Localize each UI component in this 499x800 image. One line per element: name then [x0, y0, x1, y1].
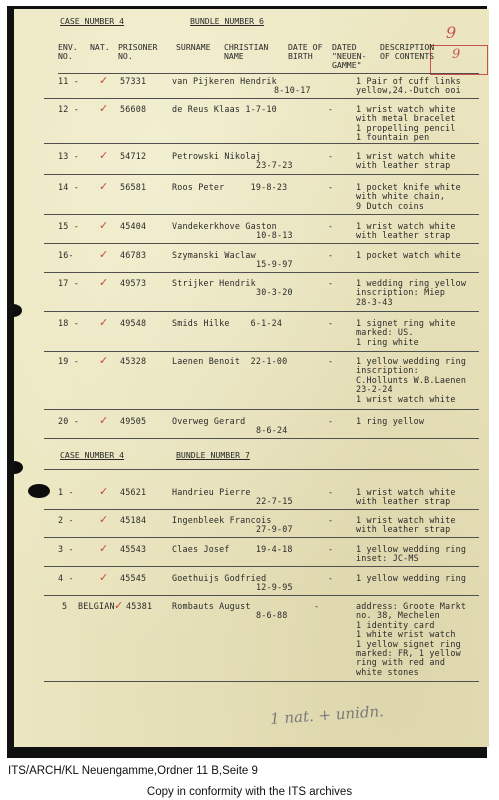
cell-name: de Reus Klaas 1-7-10: [172, 104, 277, 114]
handwritten-note: 1 nat. + unidn.: [269, 702, 385, 728]
row-rule: [44, 595, 479, 596]
cell-dob: 8-6-24: [256, 425, 288, 435]
row-rule: [44, 214, 479, 215]
check-mark-icon: ✓: [99, 542, 109, 555]
cell-env: 1 -: [58, 487, 74, 497]
cell-dated: -: [328, 573, 334, 583]
cell-no: 45404: [120, 221, 147, 231]
cell-desc: 1 ring yellow: [356, 416, 425, 426]
check-mark-icon: ✓: [114, 599, 124, 612]
cell-name: Szymanski Waclaw: [172, 250, 256, 260]
cell-desc: 1 wedding ring yellow inscription: Miep 28-3-43: [356, 278, 467, 307]
page-number: 9: [446, 23, 457, 42]
cell-no: 46783: [120, 250, 147, 260]
cell-desc: 1 signet ring white marked: US. 1 ring white: [356, 318, 456, 347]
page-number-boxed: 9: [452, 47, 461, 62]
cell-desc: 1 Pair of cuff links yellow,24.-Dutch ooi: [356, 76, 461, 96]
check-mark-icon: ✓: [99, 149, 109, 162]
cell-name: Handrieu Pierre: [172, 487, 251, 497]
cell-no: 49548: [120, 318, 147, 328]
col-prisoner: PRISONER NO.: [118, 42, 158, 61]
row-rule: [44, 409, 479, 410]
cell-env: 5: [62, 601, 68, 611]
cell-desc: 1 pocket watch white: [356, 250, 461, 260]
check-mark-icon: ✓: [99, 102, 109, 115]
cell-name: Petrowski Nikolaj: [172, 151, 262, 161]
cell-dated: -: [328, 515, 334, 525]
cell-no: 45621: [120, 487, 147, 497]
check-mark-icon: ✓: [99, 276, 109, 289]
row-rule: [44, 272, 479, 273]
cell-dob: 30-3-20: [256, 287, 293, 297]
row-rule: [44, 98, 479, 99]
cell-env: 15 -: [58, 221, 79, 231]
cell-dob: 8-6-88: [256, 610, 288, 620]
col-dob: DATE OF BIRTH: [288, 42, 323, 61]
cell-name: Laenen Benoit 22-1-00: [172, 356, 288, 366]
case-number-heading: CASE NUMBER 4: [60, 450, 125, 460]
cell-dated: -: [314, 601, 320, 611]
cell-name: van Pijkeren Hendrik: [172, 76, 277, 86]
cell-no: 56581: [120, 182, 147, 192]
cell-dob: 8-10-17: [274, 85, 311, 95]
row-rule: [44, 537, 479, 538]
col-dated: DATED "NEUEN- GAMME": [332, 42, 367, 70]
cell-desc: 1 pocket knife white with white chain, 9 Dutch coins: [356, 182, 461, 211]
cell-env: 11 -: [58, 76, 79, 86]
cell-dated: -: [328, 182, 334, 192]
check-mark-icon: ✓: [99, 248, 109, 261]
cell-env: 13 -: [58, 151, 79, 161]
cell-env: 20 -: [58, 416, 79, 426]
cell-dob: 12-9-95: [256, 582, 293, 592]
row-rule: [44, 469, 479, 470]
header-rule: [58, 73, 479, 74]
check-mark-icon: ✓: [99, 219, 109, 232]
cell-name: Strijker Hendrik: [172, 278, 256, 288]
check-mark-icon: ✓: [99, 354, 109, 367]
cell-name: Ingenbleek Francois: [172, 515, 272, 525]
cell-desc: 1 wrist watch white with leather strap: [356, 151, 456, 171]
cell-desc: address: Groote Markt no. 38, Mechelen 1 identity card 1 white wrist watch 1 yellow signet ring marked: FR, 1 yellow ring with red and white stones: [356, 601, 467, 677]
cell-env: 18 -: [58, 318, 79, 328]
cell-name: Overweg Gerard: [172, 416, 246, 426]
row-rule: [44, 509, 479, 510]
cell-no: 45184: [120, 515, 147, 525]
col-surname: SURNAME: [176, 42, 211, 52]
cell-no: 49573: [120, 278, 147, 288]
cell-env: 4 -: [58, 573, 74, 583]
check-mark-icon: ✓: [99, 485, 109, 498]
check-mark-icon: ✓: [99, 513, 109, 526]
bundle-number-heading: BUNDLE NUMBER 7: [176, 450, 250, 460]
cell-name: Rombauts August: [172, 601, 251, 611]
cell-env: 12 -: [58, 104, 79, 114]
cell-dated: -: [328, 250, 334, 260]
col-description: DESCRIPTION OF CONTENTS: [380, 42, 435, 61]
cell-env: 16-: [58, 250, 74, 260]
row-rule: [44, 243, 479, 244]
cell-no: 45328: [120, 356, 147, 366]
check-mark-icon: ✓: [99, 316, 109, 329]
cell-dated: -: [328, 487, 334, 497]
check-mark-icon: ✓: [99, 571, 109, 584]
punch-hole: [14, 461, 23, 474]
cell-dated: -: [328, 544, 334, 554]
row-rule: [44, 143, 479, 144]
cell-dob: 15-9-97: [256, 259, 293, 269]
cell-no: 56608: [120, 104, 147, 114]
row-rule: [44, 681, 479, 682]
cell-nat: BELGIAN: [78, 601, 115, 611]
cell-name: Vandekerkhove Gaston: [172, 221, 277, 231]
cell-name: Smids Hilke 6-1-24: [172, 318, 283, 328]
cell-no: 45381: [126, 601, 153, 611]
cell-no: 49505: [120, 416, 147, 426]
cell-dob: 22-7-15: [256, 496, 293, 506]
row-rule: [44, 351, 479, 352]
cell-env: 2 -: [58, 515, 74, 525]
cell-dob: 23-7-23: [256, 160, 293, 170]
cell-env: 14 -: [58, 182, 79, 192]
row-rule: [44, 174, 479, 175]
cell-name: Roos Peter 19-8-23: [172, 182, 288, 192]
page-number-box: [430, 45, 488, 75]
cell-desc: 1 wrist watch white with leather strap: [356, 221, 456, 241]
cell-dated: -: [328, 356, 334, 366]
cell-dob: 10-8-13: [256, 230, 293, 240]
cell-no: 54712: [120, 151, 147, 161]
cell-name: Goethuijs Godfried: [172, 573, 267, 583]
archive-reference: ITS/ARCH/KL Neuengamme,Ordner 11 B,Seite 9: [8, 765, 258, 777]
cell-no: 45545: [120, 573, 147, 583]
cell-desc: 1 wrist watch white with leather strap: [356, 515, 456, 535]
bundle-number-heading: BUNDLE NUMBER 6: [190, 16, 264, 26]
cell-name: Claes Josef 19-4-18: [172, 544, 293, 554]
cell-desc: 1 yellow wedding ring inset: JC-MS: [356, 544, 467, 564]
document-page: [14, 9, 489, 747]
col-christian: CHRISTIAN NAME: [224, 42, 269, 61]
row-rule: [44, 438, 479, 439]
check-mark-icon: ✓: [99, 74, 109, 87]
cell-env: 3 -: [58, 544, 74, 554]
cell-desc: 1 wrist watch white with metal bracelet 1 propelling pencil 1 fountain pen: [356, 104, 456, 143]
cell-env: 19 -: [58, 356, 79, 366]
punch-hole: [28, 484, 50, 498]
cell-dated: -: [328, 416, 334, 426]
col-nat: NAT.: [90, 42, 110, 52]
row-rule: [44, 566, 479, 567]
cell-dob: 27-9-07: [256, 524, 293, 534]
cell-dated: -: [328, 151, 334, 161]
cell-dated: -: [328, 318, 334, 328]
cell-dated: -: [328, 221, 334, 231]
cell-no: 45543: [120, 544, 147, 554]
copy-note: Copy in conformity with the ITS archives: [146, 786, 353, 798]
check-mark-icon: ✓: [99, 180, 109, 193]
cell-desc: 1 yellow wedding ring inscription: C.Hollunts W.B.Laenen 23-2-24 1 wrist watch white: [356, 356, 467, 404]
cell-desc: 1 wrist watch white with leather strap: [356, 487, 456, 507]
cell-no: 57331: [120, 76, 147, 86]
case-number-heading: CASE NUMBER 4: [60, 16, 125, 26]
col-env: ENV. NO.: [58, 42, 78, 61]
cell-dated: -: [328, 278, 334, 288]
row-rule: [44, 311, 479, 312]
cell-env: 17 -: [58, 278, 79, 288]
cell-desc: 1 yellow wedding ring: [356, 573, 467, 583]
check-mark-icon: ✓: [99, 414, 109, 427]
cell-dated: -: [328, 104, 334, 114]
punch-hole: [14, 304, 22, 317]
